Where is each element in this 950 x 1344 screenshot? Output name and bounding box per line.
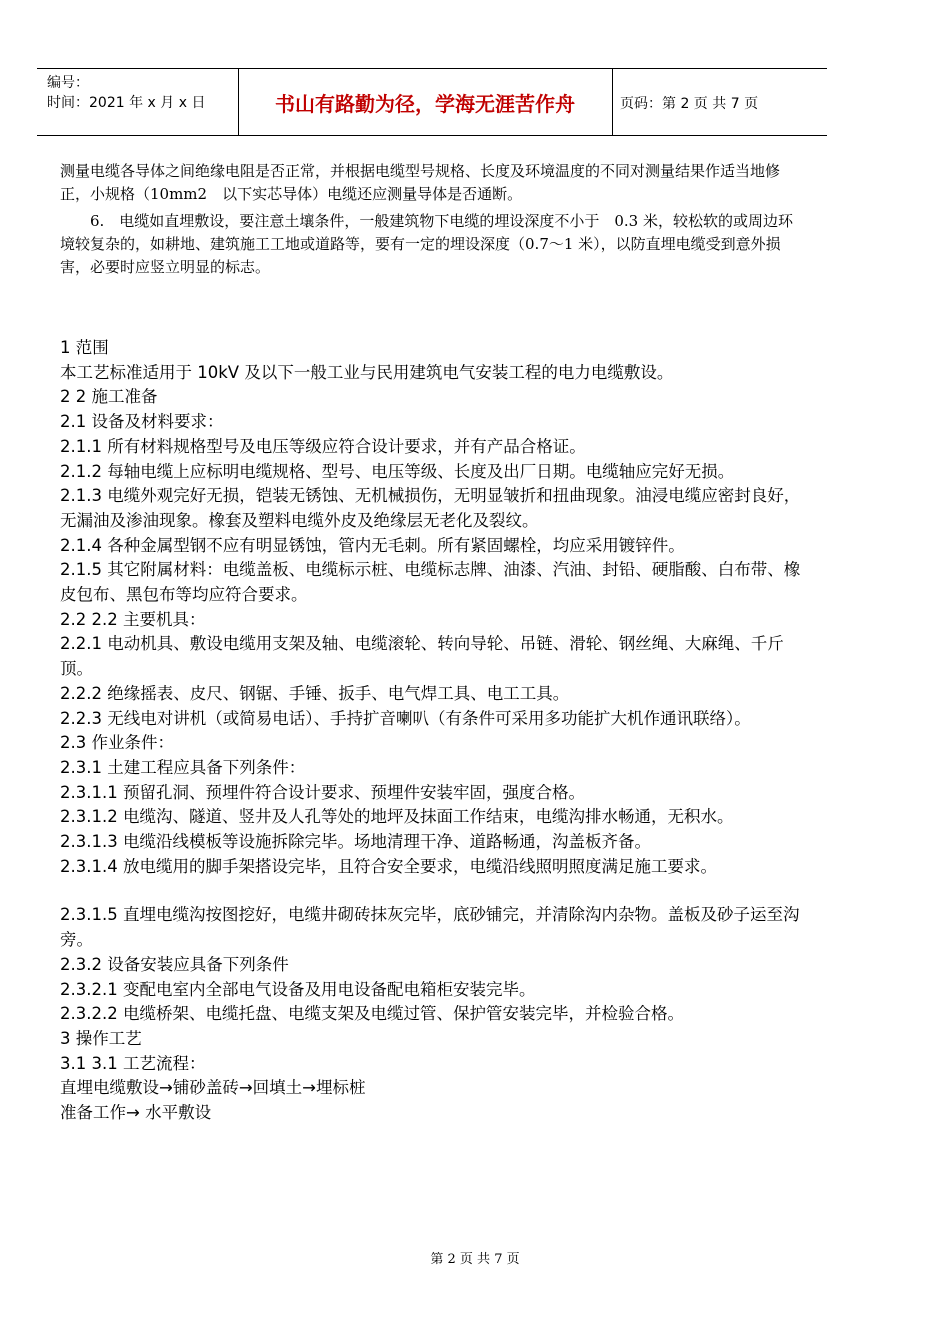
body-line: 本工艺标准适用于 10kV 及以下一般工业与民用建筑电气安装工程的电力电缆敷设。 xyxy=(60,362,674,382)
header-divider-right xyxy=(612,69,613,135)
body-line: 2.2.3 无线电对讲机（或简易电话）、手持扩音喇叭（有条件可采用多功能扩大机作通讯联络）。 xyxy=(60,708,751,728)
body-line: 2.3.1.5 直埋电缆沟按图挖好，电缆井砌砖抹灰完毕，底砂铺完，并清除沟内杂物。盖板及砂子运至沟旁。 xyxy=(60,905,800,950)
body-line: 2.1.2 每轴电缆上应标明电缆规格、型号、电压等级、长度及出厂日期。电缆轴应完好无损。 xyxy=(60,461,735,481)
body-line: 2.1.3 电缆外观完好无损，铠装无锈蚀、无机械损伤，无明显皱折和扭曲现象。油浸电缆应密封良好，无漏油及渗油现象。橡套及塑料电缆外皮及绝缘层无老化及裂纹。 xyxy=(60,486,801,530)
body-line: 2.3.1.3 电缆沿线模板等设施拆除完毕。场地清理干净、道路畅通，沟盖板齐备。 xyxy=(60,832,651,852)
body-line: 2.3.1 土建工程应具备下列条件： xyxy=(60,757,306,777)
body-line: 2.3.1.1 预留孔洞、预埋件符合设计要求、预埋件安装牢固，强度合格。 xyxy=(60,782,585,802)
body-line: 2.3.2.1 变配电室内全部电气设备及用电设备配电箱柜安装完毕。 xyxy=(60,979,536,999)
body-line: 准备工作→ 水平敷设 xyxy=(60,1103,212,1123)
intro-paragraph-2: 6. 电缆如直埋敷设，要注意土壤条件，一般建筑物下电缆的埋设深度不小于 0.3 米，较松软的或周边环境较复杂的，如耕地、建筑施工工地或道路等，要有一定的埋设深度（0.7～1 米），以防直埋电缆受到意外损害，必要时应竖立明显的标志。 xyxy=(60,212,793,276)
body-line: 2.3 作业条件： xyxy=(60,733,174,753)
body-line: 2.2.2 绝缘摇表、皮尺、钢锯、手锤、扳手、电气焊工具、电工工具。 xyxy=(60,683,570,703)
blank-line xyxy=(60,879,805,903)
section-heading: 1 范围 xyxy=(60,338,109,357)
body-line: 3.1 3.1 工艺流程： xyxy=(60,1053,206,1073)
body-line: 2.2.1 电动机具、敷设电缆用支架及轴、电缆滚轮、转向导轮、吊链、滑轮、钢丝绳、大麻绳、千斤顶。 xyxy=(60,634,784,679)
header-page-label: 页码：第 2 页 共 7 页 xyxy=(620,96,759,112)
body-line: 2.1.1 所有材料规格型号及电压等级应符合设计要求，并有产品合格证。 xyxy=(60,436,586,456)
body-line: 2.1.5 其它附属材料：电缆盖板、电缆标示桩、电缆标志牌、油漆、汽油、封铅、硬脂酸、白布带、橡皮包布、黑包布等均应符合要求。 xyxy=(60,560,801,605)
section-heading: 2 2 施工准备 xyxy=(60,387,158,407)
body-line: 2.3.2 设备安装应具备下列条件 xyxy=(60,954,289,974)
section-heading: 3 操作工艺 xyxy=(60,1028,142,1048)
body-line: 直埋电缆敷设→铺砂盖砖→回填土→埋标桩 xyxy=(60,1078,366,1098)
body-line: 2.1.4 各种金属型钢不应有明显锈蚀，管内无毛刺。所有紧固螺栓，均应采用镀锌件。 xyxy=(60,535,685,555)
page-footer: 第 2 页 共 7 页 xyxy=(430,1252,520,1267)
doc-number-label: 编号： xyxy=(47,75,89,91)
header-meta xyxy=(47,73,205,113)
body-line: 2.3.1.4 放电缆用的脚手架搭设完毕，且符合安全要求，电缆沿线照明照度满足施工要求。 xyxy=(60,856,717,876)
body-line: 2.3.1.2 电缆沟、隧道、竖井及人孔等处的地坪及抹面工作结束，电缆沟排水畅通，无积水。 xyxy=(60,807,734,827)
doc-time-label: 时间：2021 年 x 月 x 日 xyxy=(47,95,206,111)
intro-section xyxy=(60,160,800,279)
body-line: 2.3.2.2 电缆桥架、电缆托盘、电缆支架及电缆过管、保护管安装完毕，并检验合格。 xyxy=(60,1004,684,1024)
body-line: 2.1 设备及材料要求： xyxy=(60,412,224,432)
header-motto: 书山有路勤为径，学海无涯苦作舟 xyxy=(275,91,575,116)
main-content xyxy=(60,336,805,1126)
page-header xyxy=(37,68,827,136)
body-line: 2.2 2.2 主要机具： xyxy=(60,609,206,629)
intro-paragraph-1: 测量电缆各导体之间绝缘电阻是否正常，并根据电缆型号规格、长度及环境温度的不同对测量结果作适当地修正，小规格（10mm2 以下实芯导体）电缆还应测量导体是否通断。 xyxy=(60,162,781,203)
